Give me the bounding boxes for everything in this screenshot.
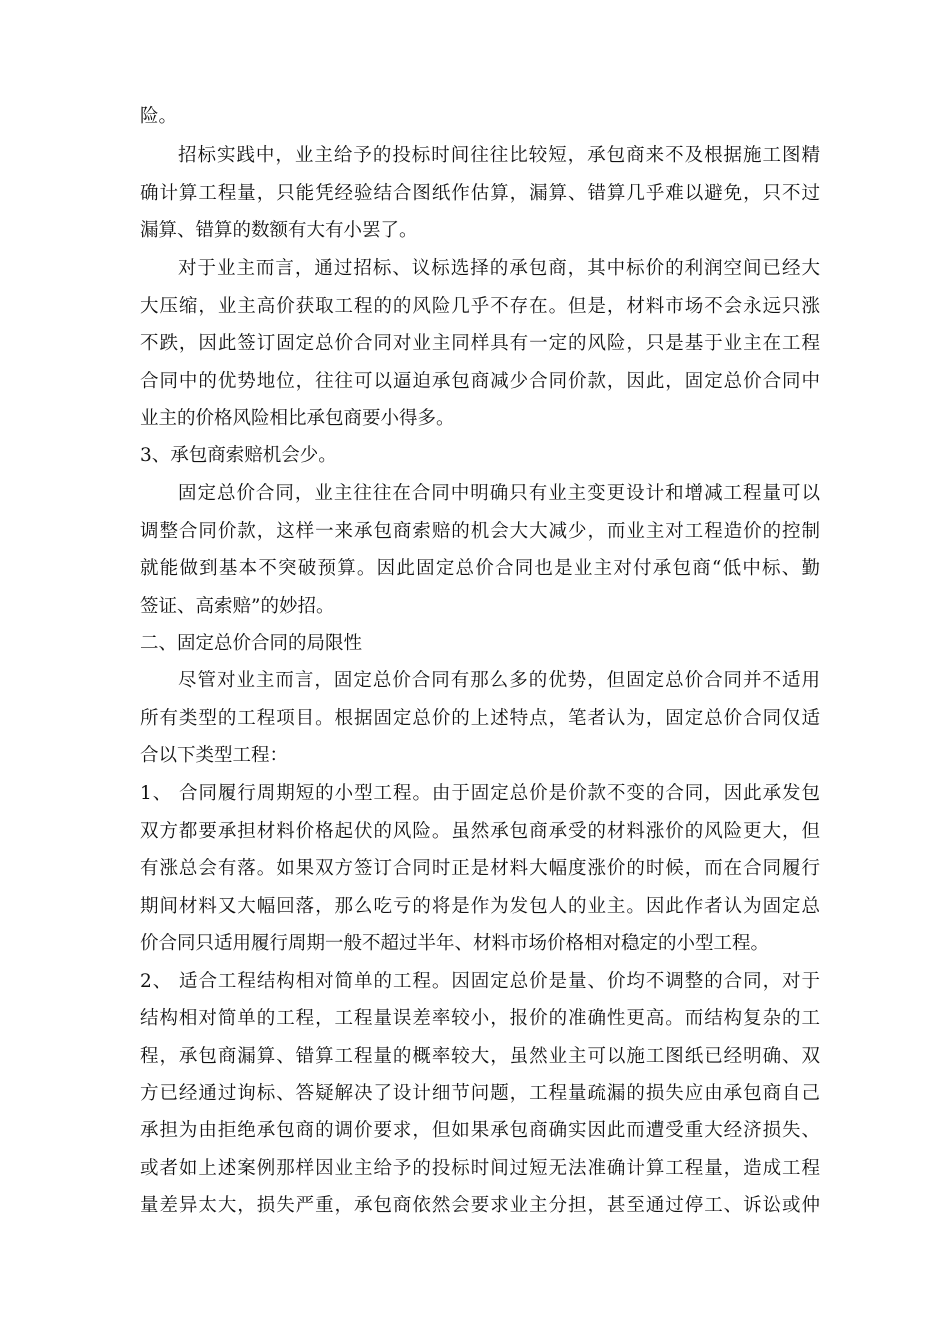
text-line: 双方都要承担材料价格起伏的风险。虽然承包商承受的材料涨价的风险更大，但 bbox=[140, 821, 820, 842]
section-heading: 二、固定总价合同的局限性 bbox=[140, 633, 363, 654]
text-line: 合以下类型工程： bbox=[140, 745, 289, 766]
list-item-1: 1、 合同履行周期短的小型工程。由于固定总价是价款不变的合同，因此承发包 bbox=[140, 783, 820, 804]
text-line: 方已经通过询标、答疑解决了设计细节问题，工程量疏漏的损失应由承包商自己 bbox=[140, 1083, 820, 1104]
text-line: 结构相对简单的工程，工程量误差率较小，报价的准确性更高。而结构复杂的工 bbox=[140, 1008, 820, 1029]
text-line: 业主的价格风险相比承包商要小得多。 bbox=[140, 408, 455, 429]
section-heading: 3、承包商索赔机会少。 bbox=[140, 445, 337, 466]
paragraph-first-line: 固定总价合同，业主往往在合同中明确只有业主变更设计和增减工程量可以 bbox=[178, 483, 820, 504]
text-line: 或者如上述案例那样因业主给予的投标时间过短无法准确计算工程量，造成工程 bbox=[140, 1158, 820, 1179]
text-line: 险。 bbox=[140, 106, 178, 127]
text-line: 价合同只适用履行周期一般不超过半年、材料市场价格相对稳定的小型工程。 bbox=[140, 933, 770, 954]
list-item-2: 2、 适合工程结构相对简单的工程。因固定总价是量、价均不调整的合同，对于 bbox=[140, 971, 820, 992]
text-line: 合同中的优势地位，往往可以逼迫承包商减少合同价款，因此，固定总价合同中 bbox=[140, 371, 820, 392]
paragraph-first-line: 尽管对业主而言，固定总价合同有那么多的优势，但固定总价合同并不适用 bbox=[178, 670, 820, 691]
text-line: 确计算工程量，只能凭经验结合图纸作估算，漏算、错算几乎难以避免，只不过 bbox=[140, 183, 820, 204]
text-line: 签证、高索赔”的妙招。 bbox=[140, 596, 335, 617]
text-line: 就能做到基本不突破预算。因此固定总价合同也是业主对付承包商“低中标、勤 bbox=[140, 558, 820, 579]
paragraph-first-line: 对于业主而言，通过招标、议标选择的承包商，其中标价的利润空间已经大 bbox=[178, 258, 820, 279]
text-line: 程，承包商漏算、错算工程量的概率较大，虽然业主可以施工图纸已经明确、双 bbox=[140, 1046, 820, 1067]
text-line: 漏算、错算的数额有大有小罢了。 bbox=[140, 220, 418, 241]
text-line: 承担为由拒绝承包商的调价要求，但如果承包商确实因此而遭受重大经济损失、 bbox=[140, 1120, 820, 1141]
paragraph-first-line: 招标实践中，业主给予的投标时间往往比较短，承包商来不及根据施工图精 bbox=[178, 145, 820, 166]
text-line: 所有类型的工程项目。根据固定总价的上述特点，笔者认为，固定总价合同仅适 bbox=[140, 708, 820, 729]
text-line: 量差异太大，损失严重，承包商依然会要求业主分担，甚至通过停工、诉讼或仲 bbox=[140, 1195, 820, 1216]
text-line: 调整合同价款，这样一来承包商索赔的机会大大减少，而业主对工程造价的控制 bbox=[140, 521, 820, 542]
text-line: 有涨总会有落。如果双方签订合同时正是材料大幅度涨价的时候，而在合同履行 bbox=[140, 858, 820, 879]
text-line: 大压缩，业主高价获取工程的的风险几乎不存在。但是，材料市场不会永远只涨 bbox=[140, 296, 820, 317]
text-line: 期间材料又大幅回落，那么吃亏的将是作为发包人的业主。因此作者认为固定总 bbox=[140, 896, 820, 917]
text-line: 不跌，因此签订固定总价合同对业主同样具有一定的风险，只是基于业主在工程 bbox=[140, 333, 820, 354]
